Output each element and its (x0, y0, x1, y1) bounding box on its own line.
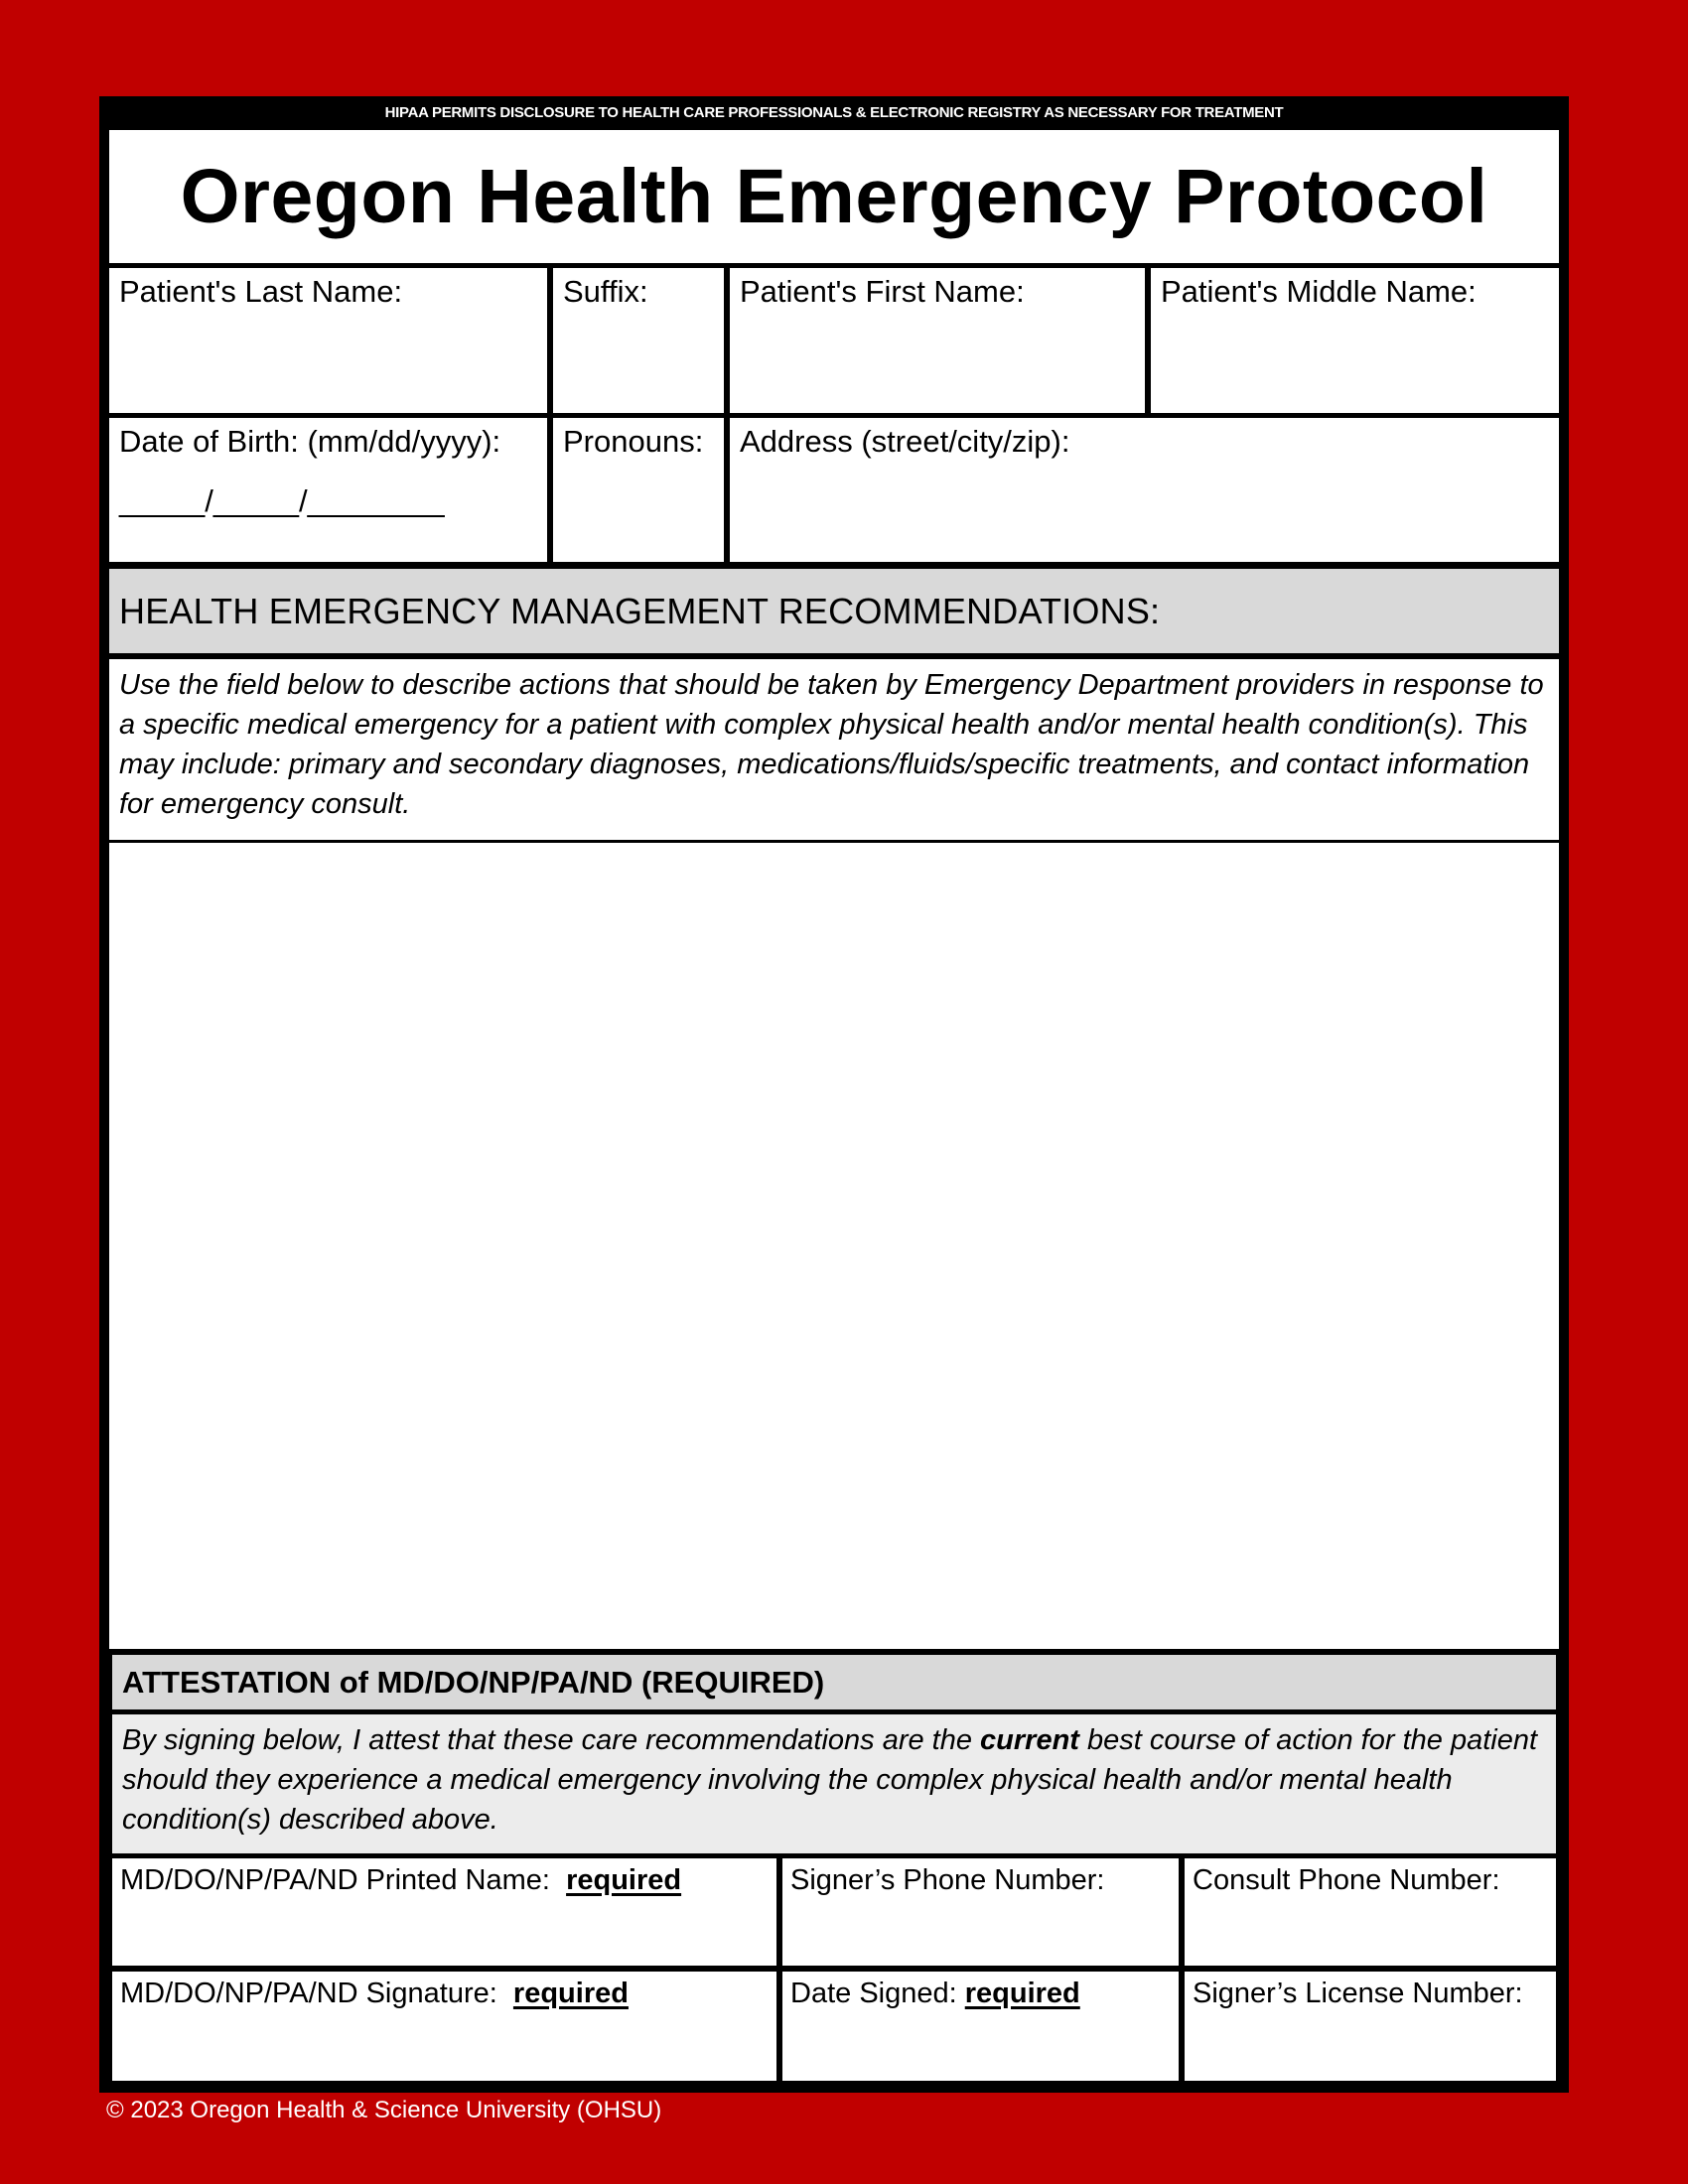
suffix-label: Suffix: (563, 274, 648, 309)
copyright-footer: © 2023 Oregon Health & Science University (OHSU) (106, 2097, 662, 2123)
dob-label: Date of Birth: (mm/dd/yyyy): (119, 424, 501, 459)
signature-field[interactable] (112, 1972, 776, 2081)
middle-name-field[interactable] (1151, 268, 1559, 413)
license-number-label: Signer’s License Number: (1193, 1978, 1523, 2009)
recommendations-instructions: Use the field below to describe actions that should be taken by Emergency Department providers in response to a specific medical emergency for a patient with complex physical health and/or mental health condition(s). This may include: primary and secondary diagnoses, medications/fluids/specific treatments, and contact information for emergency consult. (109, 659, 1559, 840)
printed-name-field[interactable] (112, 1858, 776, 1966)
attestation-text-end: best course of action for the patient should they experience a medical emergency involving the complex physical health and/or mental health condition(s) described above. (122, 1724, 1538, 1836)
hipaa-notice: HIPAA PERMITS DISCLOSURE TO HEALTH CARE PROFESSIONALS & ELECTRONIC REGISTRY AS NECESSARY FOR TREATMENT (384, 104, 1284, 121)
pronouns-label: Pronouns: (563, 424, 704, 459)
recommendations-heading: HEALTH EMERGENCY MANAGEMENT RECOMMENDATIONS: (109, 569, 1559, 653)
last-name-field[interactable] (109, 268, 547, 413)
address-label: Address (street/city/zip): (740, 424, 1070, 459)
date-signed-label: Date Signed: (790, 1978, 957, 2009)
license-number-field[interactable] (1185, 1972, 1556, 2081)
last-name-label: Patient's Last Name: (119, 274, 403, 309)
printed-name-label: MD/DO/NP/PA/ND Printed Name: (120, 1864, 550, 1896)
form-frame (99, 96, 1569, 2093)
middle-name-label: Patient's Middle Name: (1161, 274, 1477, 309)
signature-label: MD/DO/NP/PA/ND Signature: (120, 1978, 497, 2009)
attestation-statement (112, 1714, 1556, 1853)
required-marker: required (512, 1978, 629, 2009)
first-name-field[interactable] (730, 268, 1145, 413)
dob-blank-line[interactable]: _____/_____/________ (119, 483, 445, 518)
title-box (109, 130, 1559, 263)
signer-phone-label: Signer’s Phone Number: (790, 1864, 1105, 1896)
signer-phone-field[interactable] (782, 1858, 1179, 1966)
first-name-label: Patient's First Name: (740, 274, 1025, 309)
consult-phone-field[interactable] (1185, 1858, 1556, 1966)
date-signed-field[interactable] (782, 1972, 1179, 2081)
attestation-text-emphasis: current (980, 1724, 1079, 1756)
attestation-text-start: By signing below, I attest that these care recommendations are the (122, 1724, 981, 1756)
attestation-heading: ATTESTATION of MD/DO/NP/PA/ND (REQUIRED) (112, 1655, 1556, 1709)
pronouns-field[interactable] (553, 418, 724, 562)
consult-phone-label: Consult Phone Number: (1193, 1864, 1500, 1896)
required-marker: required (964, 1978, 1080, 2009)
page-title: Oregon Health Emergency Protocol (180, 153, 1488, 239)
address-field[interactable] (730, 418, 1559, 562)
suffix-field[interactable] (553, 268, 724, 413)
required-marker: required (566, 1864, 682, 1896)
recommendations-textarea[interactable] (109, 843, 1559, 1649)
dob-field[interactable] (109, 418, 547, 562)
